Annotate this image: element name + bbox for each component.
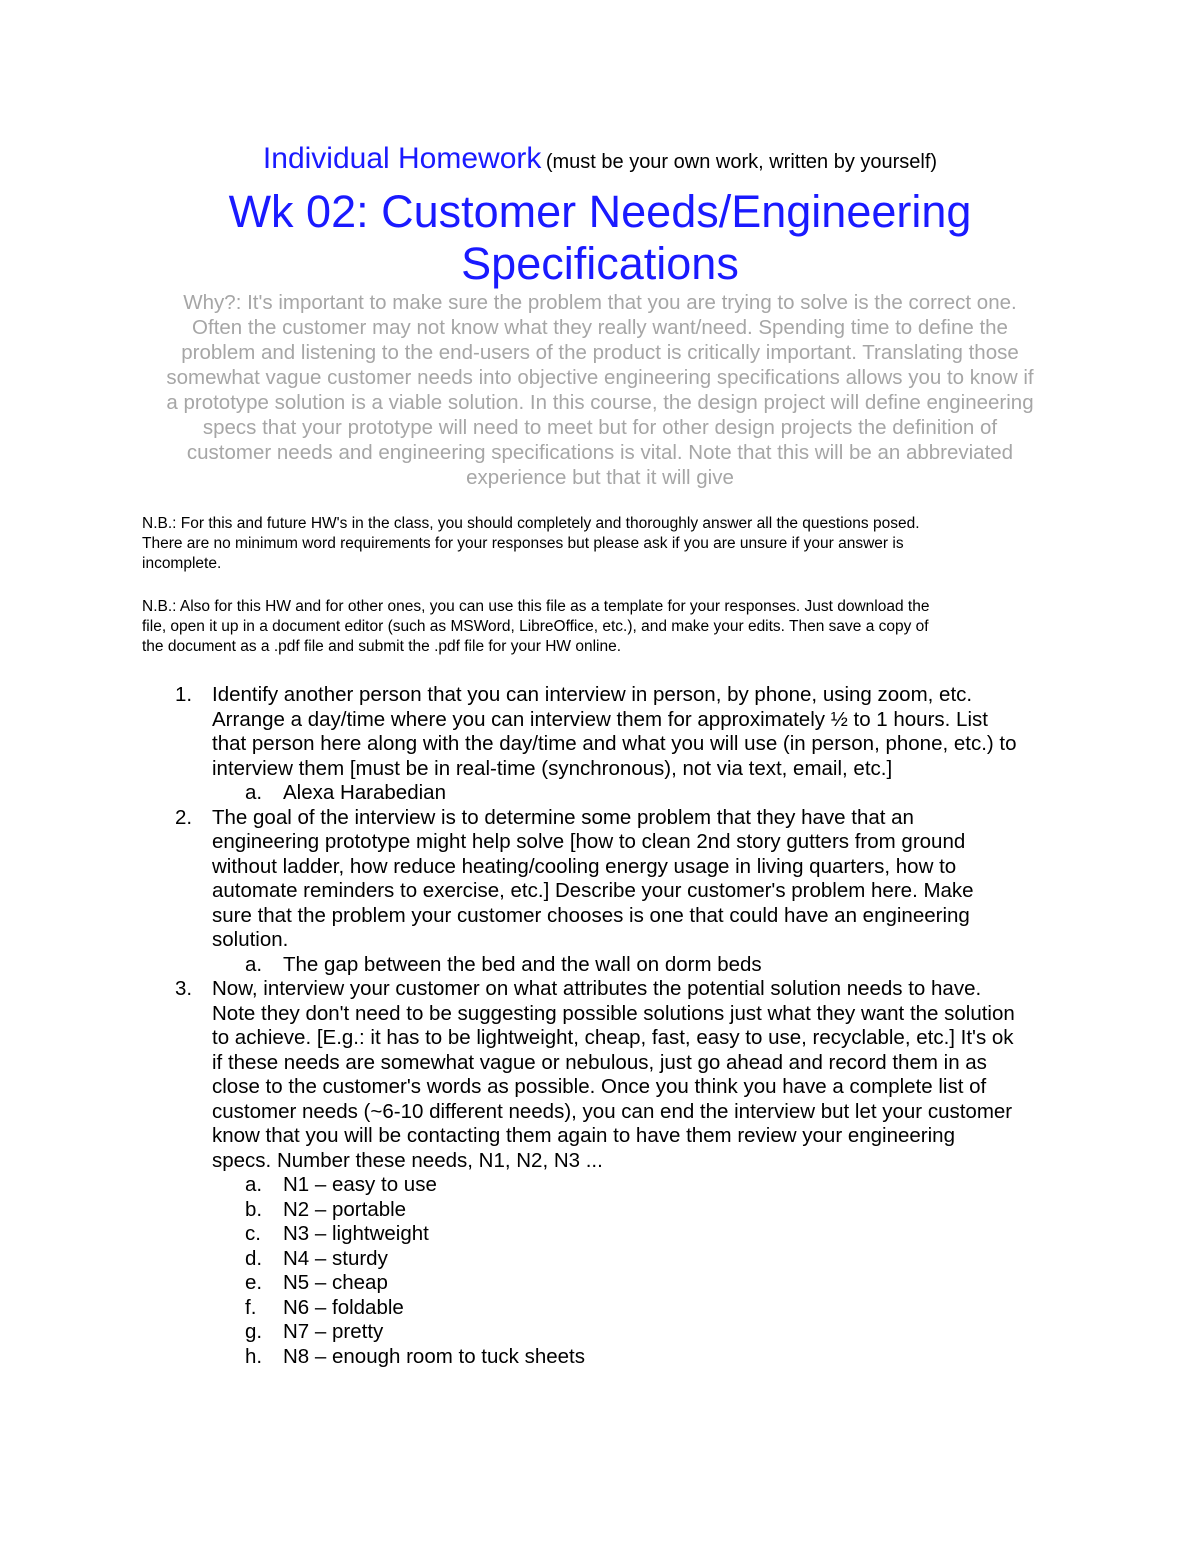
question-2 [0, 806, 1200, 953]
nb-line: N.B.: Also for this HW and for other ones, you can use this file as a template for your responses. Just download the [142, 598, 930, 615]
answer-item [0, 1345, 1200, 1370]
heading-line: Specifications [461, 238, 739, 289]
why-line: Often the customer may not know what they really want/need. Spending time to define the [192, 316, 1008, 339]
question-line: that person here along with the day/time and what you will use (in person, phone, etc.) to [212, 732, 1017, 755]
question-line: Identify another person that you can interview in person, by phone, using zoom, etc. [212, 683, 973, 706]
answer-letter: c. [245, 1222, 261, 1245]
question-line: know that you will be contacting them again to have them review your engineering [212, 1124, 955, 1147]
answer-item [0, 1222, 1200, 1247]
question-1 [0, 683, 1200, 781]
question-line: Now, interview your customer on what attributes the potential solution needs to have. [212, 977, 982, 1000]
question-line: solution. [212, 928, 289, 951]
answer-letter: g. [245, 1320, 263, 1343]
heading-line: Wk 02: Customer Needs/Engineering [228, 186, 972, 237]
answer-text: N4 – sturdy [283, 1246, 388, 1270]
why-line: experience but that it will give [466, 466, 734, 489]
question-line: Note they don't need to be suggesting possible solutions just what they want the solution [212, 1001, 1015, 1025]
question-list [0, 683, 1200, 1369]
answer-text: N3 – lightweight [283, 1222, 429, 1245]
question-number: 2. [175, 805, 193, 829]
nb-line: the document as a .pdf file and submit the .pdf file for your HW online. [142, 638, 622, 655]
question-line: interview them [must be in real-time (synchronous), not via text, email, etc.] [212, 756, 893, 780]
answer-item [0, 953, 1200, 978]
question-line: to achieve. [E.g.: it has to be lightweight, cheap, fast, easy to use, recyclable, etc.] It's ok [212, 1026, 1014, 1049]
assignment-heading [0, 186, 1200, 290]
nb-note-answers [142, 514, 1082, 574]
question-3 [0, 977, 1200, 1173]
answer-text: N6 – foldable [283, 1295, 404, 1319]
nb-line: file, open it up in a document editor (such as MSWord, LibreOffice, etc.), and make your edits. Then save a copy of [142, 618, 929, 635]
question-number: 1. [175, 683, 193, 706]
answer-item [0, 781, 1200, 806]
why-line: somewhat vague customer needs into objective engineering specifications allows you to know if [166, 366, 1034, 389]
answer-letter: a. [245, 952, 263, 976]
question-text [212, 977, 1200, 1173]
answer-letter: a. [245, 1173, 263, 1196]
question-line: The goal of the interview is to determine some problem that they have that an [212, 805, 914, 829]
answer-item [0, 1198, 1200, 1223]
why-line: Why?: It's important to make sure the problem that you are trying to solve is the correct one. [183, 291, 1017, 314]
nb-note-template [142, 597, 1082, 657]
why-paragraph [140, 290, 1060, 490]
question-line: without ladder, how reduce heating/cooling energy usage in living quarters, how to [212, 854, 957, 878]
title-main: Individual Homework [262, 142, 542, 175]
why-line: a prototype solution is a viable solution. In this course, the design project will define engineering [166, 391, 1034, 414]
answer-letter: f. [245, 1295, 257, 1319]
question-line: automate reminders to exercise, etc.] Describe your customer's problem here. Make [212, 879, 974, 902]
answer-letter: e. [245, 1271, 263, 1294]
why-line: customer needs and engineering specifications is vital. Note that this will be an abbreviated [186, 441, 1014, 464]
answer-text: Alexa Harabedian [283, 781, 446, 804]
question-text [212, 683, 1200, 781]
answer-item [0, 1173, 1200, 1198]
nb-line: There are no minimum word requirements for your responses but please ask if you are unsure if your answer is [142, 535, 904, 552]
question-line: Arrange a day/time where you can interview them for approximately ½ to 1 hours. List [212, 707, 988, 731]
question-line: specs. Number these needs, N1, N2, N3 ... [212, 1148, 603, 1172]
question-line: if these needs are somewhat vague or nebulous, just go ahead and record them in as [212, 1050, 987, 1074]
answer-text: The gap between the bed and the wall on dorm beds [283, 952, 762, 976]
why-line: specs that your prototype will need to meet but for other design projects the definition of [202, 416, 998, 439]
question-text [212, 806, 1200, 953]
answer-text: N5 – cheap [283, 1271, 388, 1294]
question-line: sure that the problem your customer chooses is one that could have an engineering [212, 903, 970, 927]
answer-letter: b. [245, 1197, 263, 1221]
answer-letter: h. [245, 1344, 263, 1368]
answer-item [0, 1247, 1200, 1272]
why-line: problem and listening to the end-users of the product is critically important. Translating those [181, 341, 1019, 364]
question-number: 3. [175, 977, 193, 1000]
nb-line: N.B.: For this and future HW's in the class, you should completely and thoroughly answer all the questions posed. [142, 515, 920, 532]
title-note: (must be your own work, written by yourself) [545, 151, 938, 173]
answer-item [0, 1296, 1200, 1321]
answer-text: N7 – pretty [283, 1320, 384, 1343]
answer-text: N1 – easy to use [283, 1173, 437, 1196]
answer-letter: a. [245, 781, 263, 804]
answer-item [0, 1320, 1200, 1345]
answer-letter: d. [245, 1246, 263, 1270]
answer-item [0, 1271, 1200, 1296]
answer-text: N2 – portable [283, 1197, 407, 1221]
homework-title [0, 142, 1200, 176]
question-line: close to the customer's words as possible. Once you think you have a complete list of [212, 1075, 987, 1098]
answer-text: N8 – enough room to tuck sheets [283, 1344, 585, 1368]
question-line: engineering prototype might help solve [how to clean 2nd story gutters from ground [212, 830, 966, 853]
nb-line: incomplete. [142, 555, 222, 572]
question-line: customer needs (~6-10 different needs), you can end the interview but let your customer [212, 1099, 1013, 1123]
